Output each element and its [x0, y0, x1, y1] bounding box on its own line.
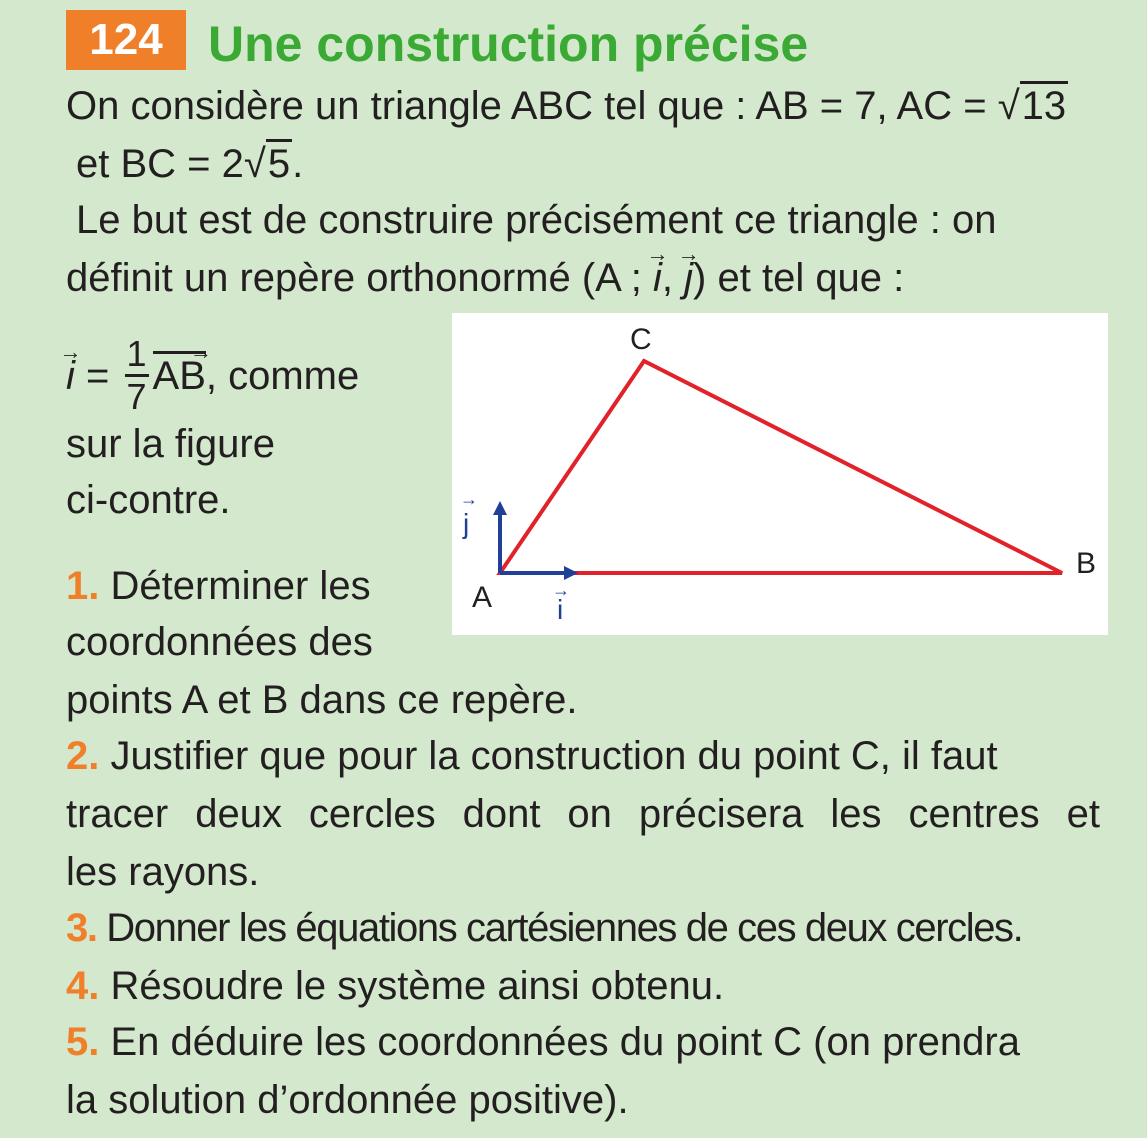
question-2-text: Justifier que pour la construction du point C, il faut — [110, 734, 998, 778]
label-a: A — [472, 581, 493, 614]
intro-line-5 — [59, 333, 360, 417]
comma: , — [661, 256, 674, 300]
triangle-abc — [500, 361, 1062, 573]
question-3-text: Donner les équations cartésiennes de ces deux cercles. — [106, 906, 1023, 950]
intro-text-1: On considère un triangle ABC tel que : AB = 7, AC = — [66, 84, 987, 128]
question-4-number: 4. — [66, 964, 100, 1008]
intro-line-6: sur la figure — [66, 422, 275, 466]
intro-line-3: Le but est de construire précisément ce triangle : on — [76, 198, 997, 242]
fraction-one-seventh: $\frac{1}{7}$ — [126, 333, 147, 417]
intro-text-4-end: ) et tel que : — [693, 256, 905, 300]
question-5-number: 5. — [66, 1020, 100, 1064]
label-j: j — [463, 508, 470, 539]
sqrt-5: √5 — [244, 140, 292, 188]
question-1-cont-2: points A et B dans ce repère. — [66, 678, 578, 722]
question-1 — [66, 562, 371, 610]
question-1-text: Déterminer les — [110, 564, 371, 608]
vector-j: → j — [677, 241, 700, 300]
sqrt-13: √13 — [998, 82, 1068, 130]
period: . — [292, 142, 304, 186]
question-3-number: 3. — [66, 906, 97, 950]
label-i: i — [557, 594, 564, 625]
question-2-cont-1: tracer deux cercles dont on précisera les centres et — [66, 792, 1100, 836]
question-2-number: 2. — [66, 734, 100, 778]
question-4 — [66, 962, 724, 1010]
question-1-number: 1. — [66, 564, 100, 608]
label-c: C — [630, 323, 652, 356]
question-5-cont: la solution d’ordonnée positive). — [66, 1078, 629, 1122]
vector-ab: → AB — [152, 339, 212, 399]
question-1-cont-1: coordonnées des — [66, 620, 373, 664]
intro-line-7: ci-contre. — [66, 478, 231, 522]
label-i-arrow: → — [552, 580, 570, 600]
question-2 — [66, 732, 998, 780]
intro-line-1 — [66, 82, 1068, 130]
exercise-title: Une construction précise — [208, 16, 809, 72]
equals: = — [86, 354, 110, 399]
question-5-text: En déduire les coordonnées du point C (on prendra — [110, 1020, 1020, 1064]
exercise-number-badge: 124 — [66, 10, 186, 70]
axis-j-arrowhead — [493, 501, 507, 515]
axis-i-arrowhead — [564, 566, 578, 580]
intro-text-4: définit un repère orthonormé (A ; — [66, 256, 642, 300]
question-2-cont-2: les rayons. — [66, 850, 260, 894]
vector-i-def: → i — [59, 339, 82, 399]
intro-line-4 — [66, 241, 905, 302]
label-b: B — [1076, 547, 1097, 580]
question-4-text: Résoudre le système ainsi obtenu. — [110, 964, 725, 1008]
question-5 — [66, 1018, 1020, 1066]
intro-line-2 — [76, 140, 303, 188]
comme-text: , comme — [205, 354, 360, 399]
triangle-svg — [452, 313, 1108, 635]
intro-text-2: et BC = 2 — [76, 142, 244, 186]
vector-i: → i — [646, 241, 669, 300]
triangle-figure — [452, 313, 1108, 635]
question-3 — [66, 904, 1022, 952]
label-j-arrow: → — [460, 489, 478, 509]
